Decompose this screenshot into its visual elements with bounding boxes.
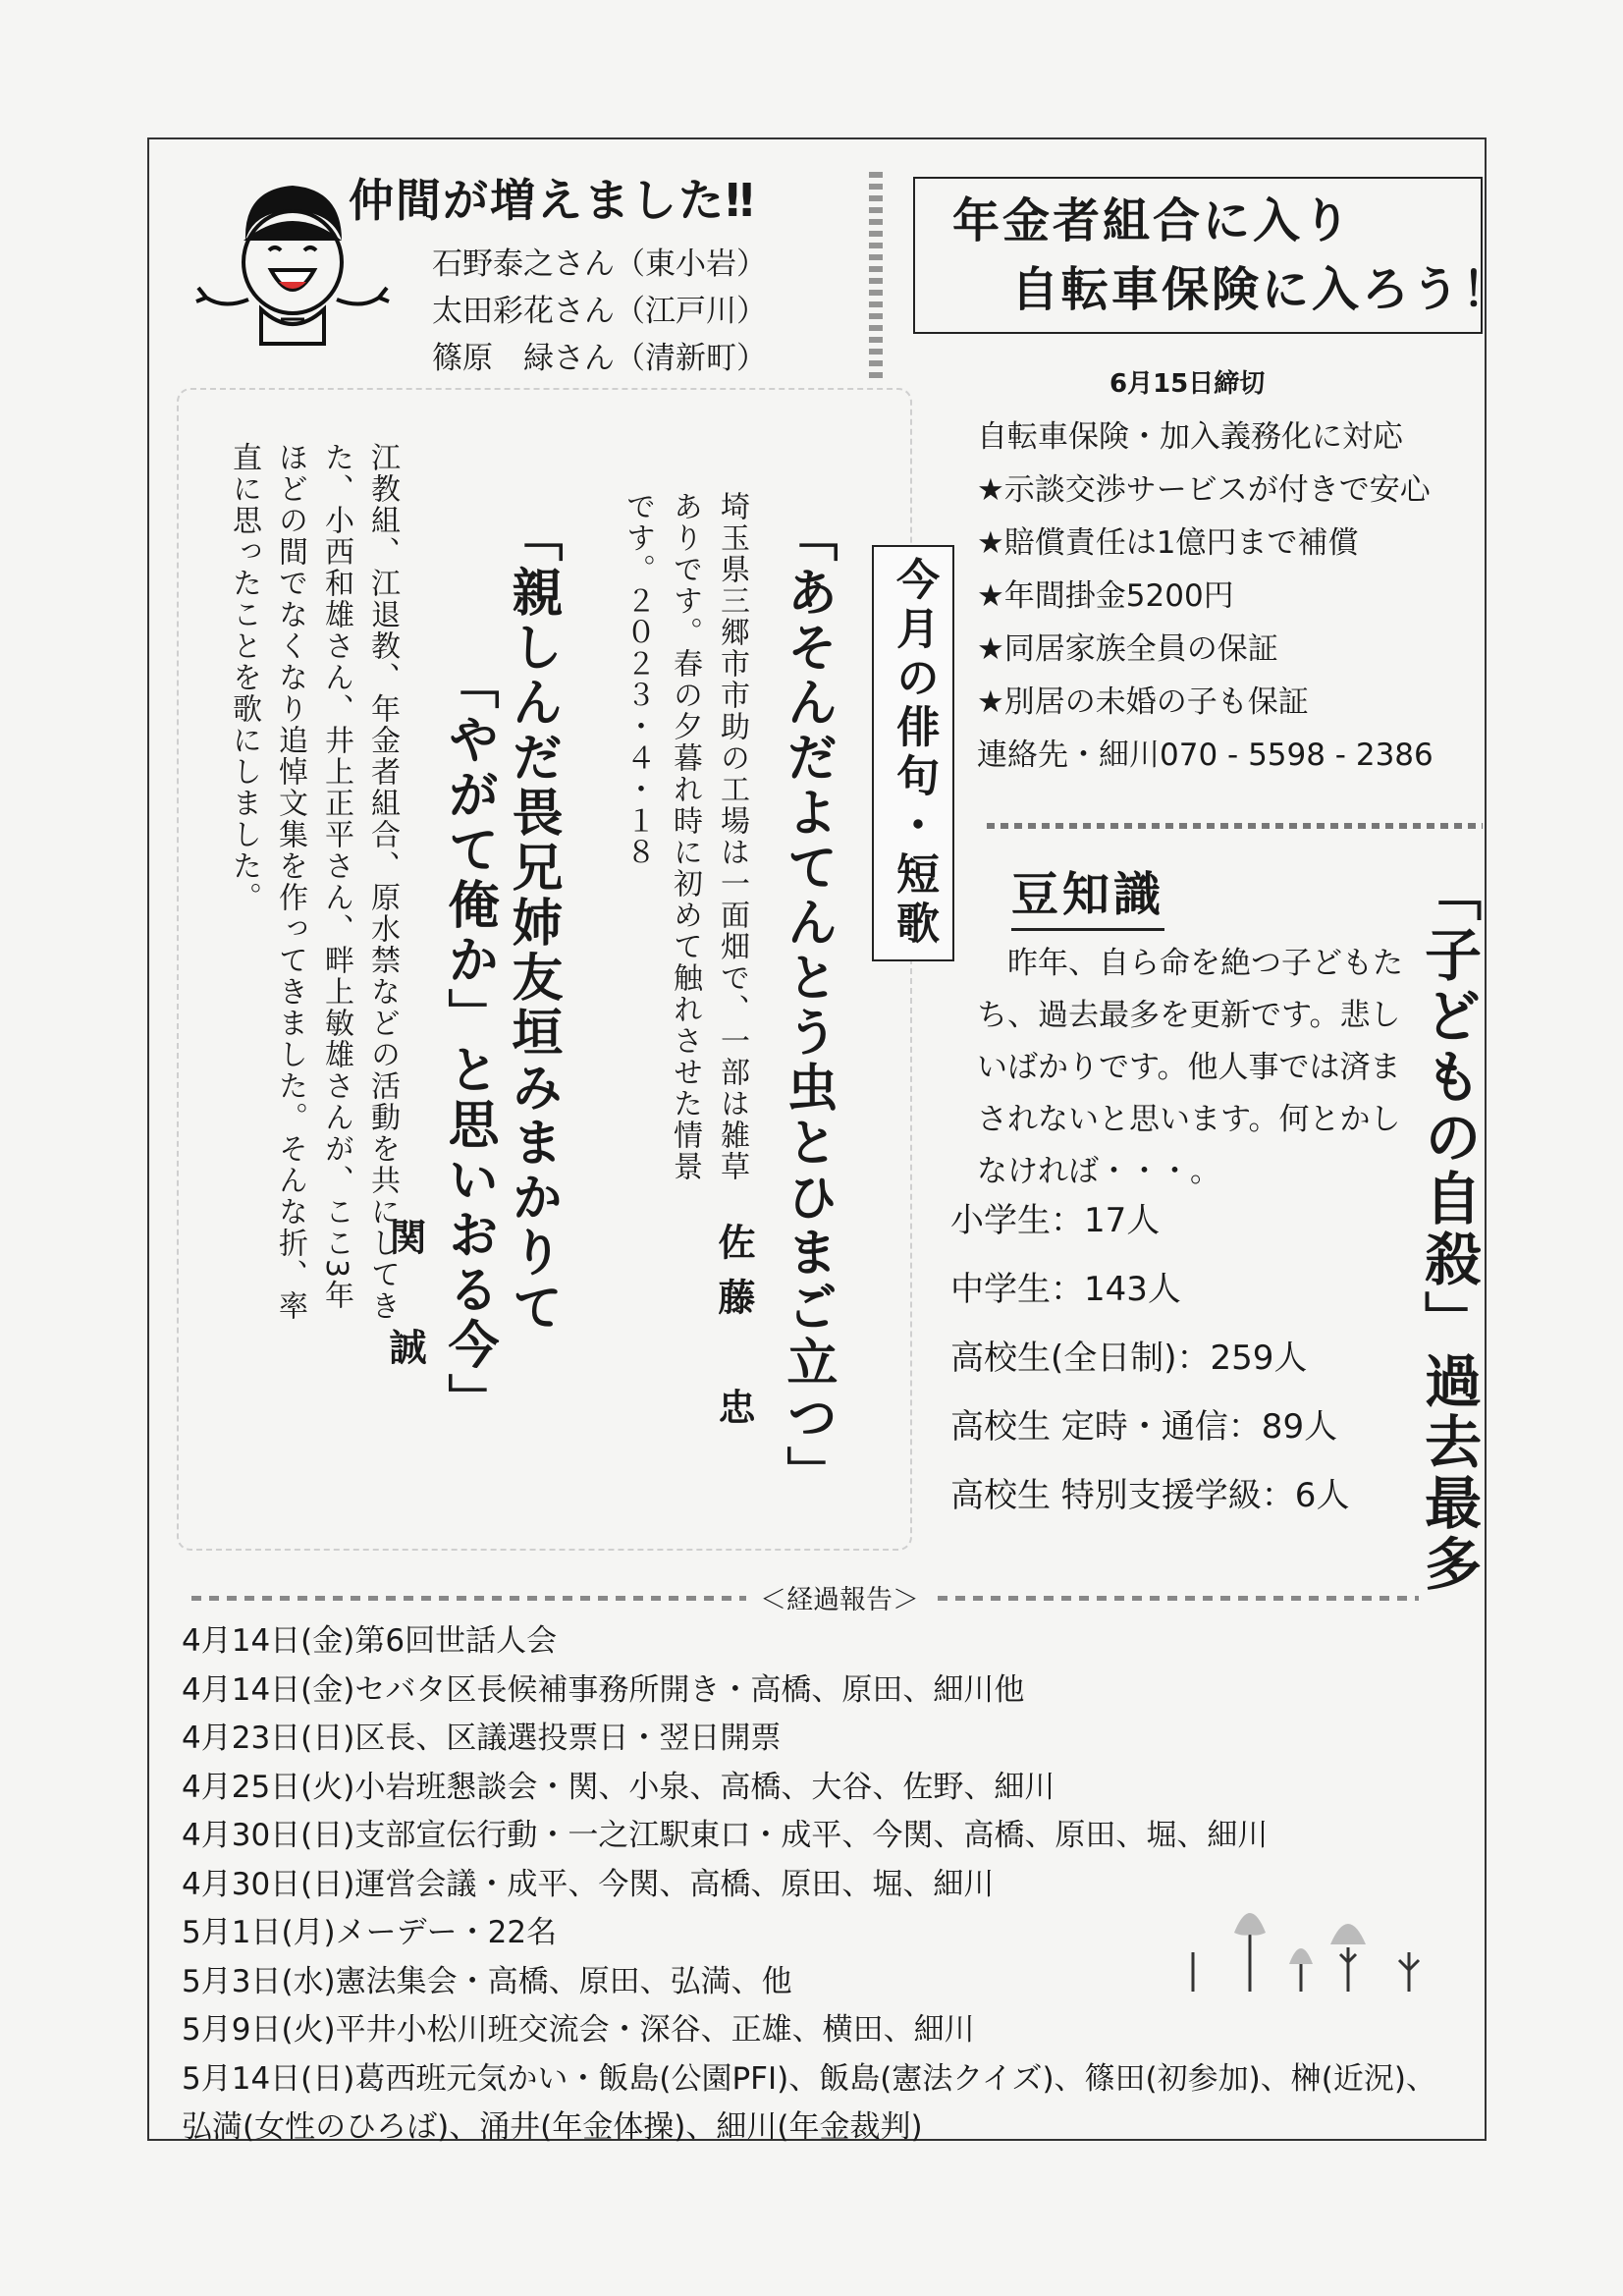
insurance-deadline: 6月15日締切 [1109,369,1266,399]
insurance-headline-line1: 年金者組合に入り [952,193,1354,248]
haiku-note-1: 埼玉県三郷市市助の工場は一面畑で、一部は雑草ありです。春の夕暮れ時に初めて触れさせた情景です。２０２３・４・１８ [621,491,749,1182]
insurance-item: 自転車保険・加入義務化に対応 [977,419,1403,455]
haiku-poem-1: 「あそんだよてんとう虫とひまご立つ」 [778,511,837,1501]
haiku-badge: 今月の俳句・短歌 [872,545,954,961]
mamechishiki-body: 昨年、自ら命を絶つ子どもたち、過去最多を更新です。悲しいばかりです。他人事では済まされないと思います。何とかしなければ・・・。 [977,946,1403,1189]
welcome-member: 篠原 緑さん（清新町） [432,341,767,376]
report-entry: 4月30日(日)支部宣伝行動・一之江駅東口・成平、今関、高橋、原田、堀、細川 [182,1818,1269,1853]
report-entry: 5月9日(火)平井小松川班交流会・深谷、正雄、横田、細川 [182,2012,975,2048]
trees-illustration [1173,1893,1438,1999]
report-entry: 4月23日(日)区長、区議選投票日・翌日開票 [182,1721,782,1756]
tanka-poem-line-1: 「親しんだ畏兄姉友垣みまかりて [503,511,562,1336]
insurance-contact: 連絡先・細川070 - 5598 - 2386 [977,738,1434,773]
insurance-headline-box [913,177,1513,334]
tanka-note: 江教組、江退教、年金者組合、原水禁などの活動を共にしてきた、小西和雄さん、井上正平さん、畔上敏雄さんが、ここ3年ほどの間でなくなり追悼文集を作ってきました。そんな折、率直に思ったことを歌にしました。 [227,442,400,1322]
welcome-member: 石野泰之さん（東小岩） [432,246,767,282]
insurance-item: ★示談交渉サービスが付きで安心 [977,472,1431,508]
welcome-member-list [432,241,767,382]
tanka-poem-line-2: 「やがて俺か」と思いおる今」 [439,658,498,1428]
suicide-stats-list [950,1186,1349,1530]
insurance-headline-line2: 自転車保険に入ろう！ [1011,262,1513,317]
stat-row: 小学生：17人 [950,1201,1161,1240]
report-entry: 4月14日(金)セバタ区長候補事務所開き・高橋、原田、細川他 [182,1671,1025,1708]
stat-row: 中学生：143人 [950,1270,1181,1309]
report-entry: 4月25日(火)小岩班懇談会・関、小泉、高橋、大谷、佐野、細川 [182,1769,1055,1805]
haiku-author-1: 佐藤 忠 [712,1223,755,1443]
insurance-item-list [977,410,1434,782]
tanka-author: 関 誠 [383,1218,426,1383]
stat-row: 高校生 特別支援学級：6人 [950,1476,1350,1515]
insurance-item: ★年間掛金5200円 [977,578,1234,614]
stat-row: 高校生 定時・通信：89人 [950,1407,1338,1447]
report-entry-list [182,1617,1436,2153]
stat-row: 高校生(全日制)：259人 [950,1339,1308,1378]
suicide-vertical-heading: 「子どもの自殺」過去最多 [1415,864,1482,1595]
report-entry: 4月30日(日)運営会議・成平、今関、高橋、原田、堀、細川 [182,1866,995,1902]
wavy-divider [869,172,883,378]
report-entry: 5月1日(月)メーデー・22名 [182,1915,558,1950]
welcome-member: 太田彩花さん（江戸川） [432,294,767,329]
report-entry: 5月14日(日)葛西班元気かい・飯島(公園PFI)、飯島(憲法クイズ)、篠田(初参加)、榊(近況)、 [182,2060,1436,2097]
report-entry: 4月14日(金)第6回世話人会 [182,1623,558,1659]
report-title: ＜経過報告＞ [756,1578,923,1616]
insurance-item: ★賠償責任は1億円まで補償 [977,525,1359,561]
report-entry: 5月3日(水)憲法集会・高橋、原田、弘満、他 [182,1963,792,1999]
welcome-title: 仲間が増えました‼ [349,174,756,227]
insurance-item: ★同居家族全員の保証 [977,631,1278,667]
insurance-item: ★別居の未婚の子も保証 [977,684,1309,720]
mamechishiki-title: 豆知識 [1011,856,1164,931]
dotted-divider [987,823,1483,829]
report-entry: 弘満(女性のひろば)、涌井(年金体操)、細川(年金裁判) [182,2109,923,2145]
